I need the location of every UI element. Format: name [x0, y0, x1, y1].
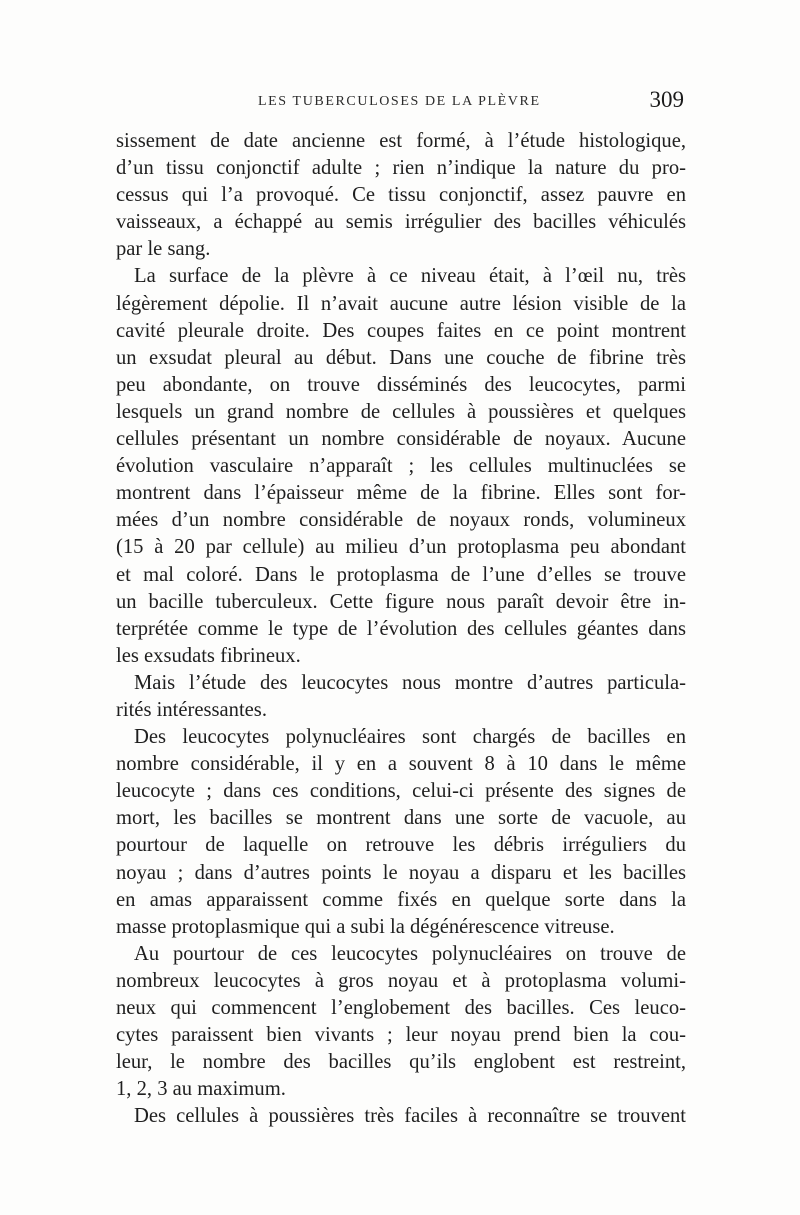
text-line: pourtour de laquelle on retrouve les débris irréguliers du: [116, 834, 686, 857]
text-line: Au pourtour de ces leucocytes polynucléaires on trouve de: [134, 942, 686, 965]
text-line: Mais l’étude des leucocytes nous montre d’autres particula-: [134, 671, 686, 694]
text-line: les exsudats fibrineux.: [116, 644, 301, 667]
text-line: rités intéressantes.: [116, 698, 267, 721]
text-line: mort, les bacilles se montrent dans une sorte de vacuole, au: [116, 807, 686, 830]
text-line: La surface de la plèvre à ce niveau était, à l’œil nu, très: [134, 265, 686, 288]
text-line: leur, le nombre des bacilles qu’ils englobent est restreint,: [116, 1051, 686, 1074]
text-line: légèrement dépolie. Il n’avait aucune autre lésion visible de la: [116, 292, 686, 315]
page-number: 309: [649, 87, 684, 112]
text-line: un bacille tuberculeux. Cette figure nous paraît devoir être in-: [116, 590, 686, 613]
text-line: vaisseaux, a échappé au semis irrégulier des bacilles véhiculés: [116, 211, 686, 234]
text-line: nombre considérable, il y en a souvent 8 à 10 dans le même: [116, 753, 686, 776]
text-line: 1, 2, 3 au maximum.: [116, 1078, 286, 1101]
text-line: masse protoplasmique qui a subi la dégénérescence vitreuse.: [116, 915, 615, 938]
text-line: montrent dans l’épaisseur même de la fibrine. Elles sont for-: [116, 482, 686, 505]
text-line: par le sang.: [116, 238, 211, 261]
text-line: peu abondante, on trouve disséminés des leucocytes, parmi: [116, 373, 686, 396]
text-line: en amas apparaissent comme fixés en quelque sorte dans la: [116, 888, 686, 911]
text-line: lesquels un grand nombre de cellules à poussières et quelques: [116, 400, 686, 423]
text-line: noyau ; dans d’autres points le noyau a disparu et les bacilles: [116, 861, 686, 884]
text-line: un exsudat pleural au début. Dans une couche de fibrine très: [116, 346, 686, 369]
text-line: et mal coloré. Dans le protoplasma de l’une d’elles se trouve: [116, 563, 686, 586]
text-body: [116, 128, 686, 1130]
text-line: cessus qui l’a provoqué. Ce tissu conjonctif, assez pauvre en: [116, 184, 686, 207]
text-line: mées d’un nombre considérable de noyaux ronds, volumineux: [116, 509, 686, 532]
text-line: neux qui commencent l’englobement des bacilles. Ces leuco-: [116, 997, 686, 1019]
text-line: cellules présentant un nombre considérable de noyaux. Aucune: [116, 428, 686, 451]
text-line: cavité pleurale droite. Des coupes faites en ce point montrent: [116, 319, 686, 342]
text-line: nombreux leucocytes à gros noyau et à protoplasma volumi-: [116, 969, 686, 992]
text-line: leucocyte ; dans ces conditions, celui-ci présente des signes de: [116, 780, 686, 803]
text-line: sissement de date ancienne est formé, à l’étude histologique,: [116, 130, 686, 152]
text-line: évolution vasculaire n’apparaît ; les cellules multinuclées se: [116, 455, 686, 478]
text-line: cytes paraissent bien vivants ; leur noyau prend bien la cou-: [116, 1024, 686, 1047]
text-line: Des cellules à poussières très faciles à reconnaître se trouvent: [134, 1105, 686, 1128]
page-header: [116, 87, 686, 120]
text-line: d’un tissu conjonctif adulte ; rien n’indique la nature du pro-: [116, 157, 686, 180]
text-line: (15 à 20 par cellule) au milieu d’un protoplasma peu abondant: [116, 536, 686, 559]
running-title: LES TUBERCULOSES DE LA PLÈVRE: [258, 94, 541, 109]
text-line: Des leucocytes polynucléaires sont chargés de bacilles en: [134, 726, 686, 749]
text-line: terprétée comme le type de l’évolution des cellules géantes dans: [116, 617, 686, 640]
